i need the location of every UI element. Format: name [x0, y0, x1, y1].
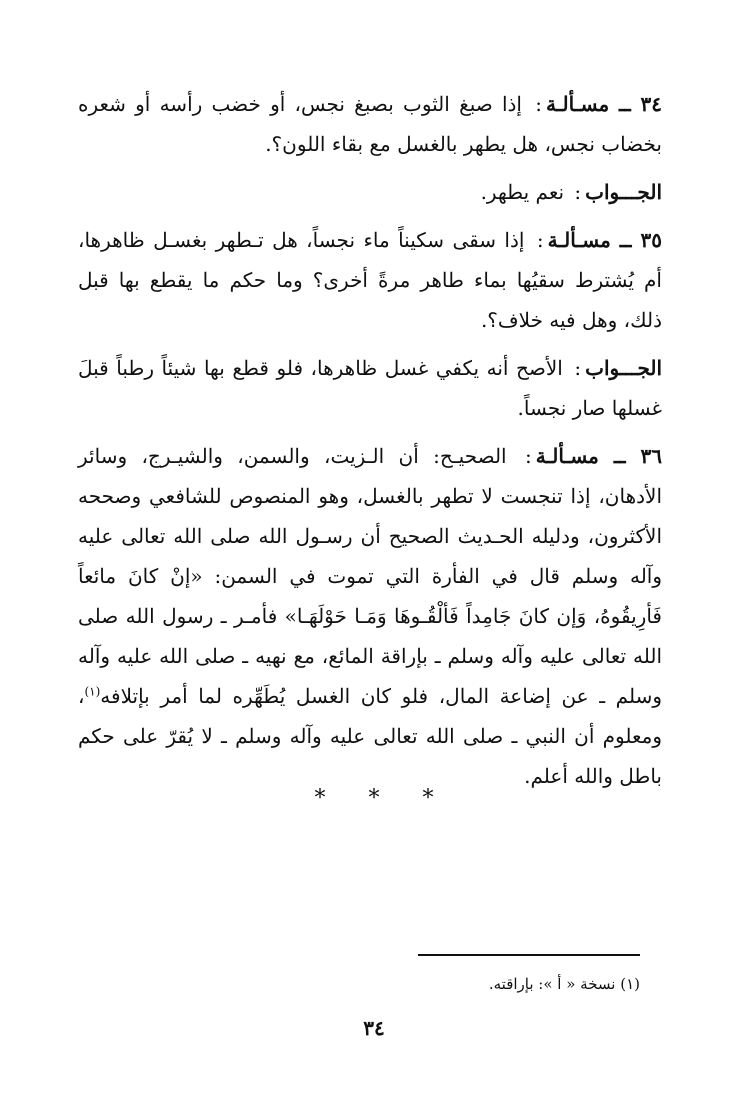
answer-34: [78, 172, 662, 212]
answer-34-sep: :: [574, 180, 582, 204]
separator-star: *: [368, 786, 380, 811]
footnote-divider: [418, 954, 640, 956]
question-36-lead: ٣٦ ــ مسـألـة: [535, 444, 662, 468]
question-34-lead: ٣٤ ــ مسـألـة: [545, 92, 663, 116]
separator-star: *: [314, 786, 326, 811]
answer-35-text: الأصح أنه يكفي غسل ظاهرها، فلو قطع بها شيئاً رطباً قبلَ غسلها صار نجساً.: [78, 356, 662, 420]
answer-34-lead: الجـــواب: [585, 180, 662, 204]
page-number: ٣٤: [363, 1016, 385, 1040]
footnote: (١) نسخة « أ »: بإراقته.: [488, 975, 640, 993]
question-34-sep: :: [535, 92, 542, 116]
question-36-text: الصحيـح: أن الـزيت، والسمن، والشيـرج، وسائر الأدهان، إذا تنجست لا تطهر بالغسل، وهو المنصوص للشافعي وصححه الأكثرون، ودليله الحـديث الصحيح أن رسـول الله صلى الله تعالى عليه وآله وسلم قال في الفأرة التي تموت في السمن: «إنْ كانَ مائعاً فَأرِيقُوهُ، وَإن كانَ جَامِداً فَألْقُـوهَا وَمَـا حَوْلَهَـا» فأمـر ـ رسول الله صلى الله تعالى عليه وآله وسلم ـ بإراقة المائع، مع نهيه ـ صلى الله عليه وآله وسلم ـ عن إضاعة المال، فلو كان الغسل يُطَهِّره لما أمر بإتلافه: [78, 444, 662, 708]
question-35-text: إذا سقى سكيناً ماء نجساً، هل تـطهر بغسـل ظاهرها، أم يُشترط سقيُها بماء طاهر مرةً أخرى؟ وما حكم ما يقطع بها قبل ذلك، وهل فيه خلاف؟.: [78, 228, 662, 332]
question-36-text-end: ، ومعلوم أن النبي ـ صلى الله تعالى عليه وآله وسلم ـ لا يُقرّ على حكم باطل والله أعلم.: [78, 684, 663, 788]
section-separator: [0, 786, 748, 811]
answer-34-text: نعم يطهر.: [480, 180, 565, 204]
question-35-lead: ٣٥ ــ مسـألـة: [547, 228, 663, 252]
question-36: [78, 436, 662, 796]
question-34-text: إذا صبغ الثوب بصبغ نجس، أو خضب رأسه أو شعره بخضاب نجس، هل يطهر بالغسل مع بقاء اللون؟.: [78, 92, 662, 156]
question-35-sep: :: [536, 228, 544, 252]
footnote-marker[interactable]: (١): [84, 684, 101, 699]
question-34: [78, 84, 662, 164]
page-body: [78, 84, 662, 804]
question-36-sep: :: [524, 444, 532, 468]
separator-star: *: [422, 786, 434, 811]
answer-35: [78, 348, 662, 428]
answer-35-lead: الجـــواب: [585, 356, 663, 380]
question-35: [78, 220, 662, 340]
answer-35-sep: :: [574, 356, 582, 380]
